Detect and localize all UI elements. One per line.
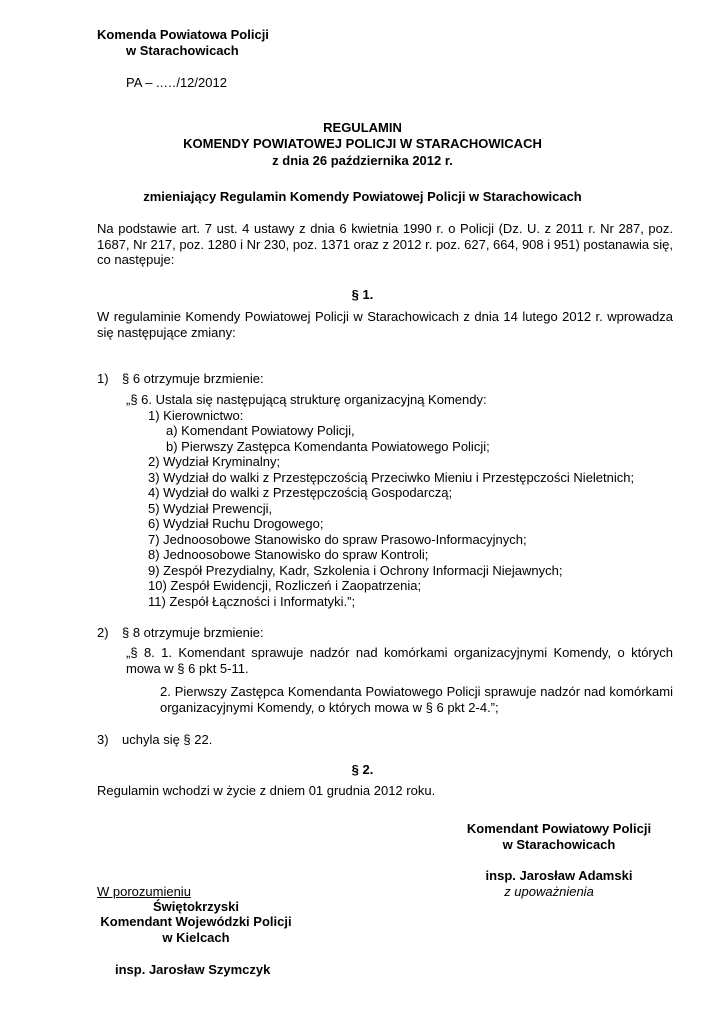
structure-item: 5) Wydział Prewencji,	[148, 500, 273, 516]
signatory-city: w Starachowicach	[502, 837, 616, 852]
structure-item: 3) Wydział do walki z Przestępczością Przeciwko Mieniu i Przestępczości Nieletnich;	[148, 469, 635, 485]
change-1-text: § 6 otrzymuje brzmienie:	[122, 371, 264, 386]
signatory-name: insp. Jarosław Adamski	[485, 868, 633, 883]
issuer-name: Komenda Powiatowa Policji	[97, 27, 269, 42]
structure-item: 7) Jednoosobowe Stanowisko do spraw Prasowo-Informacyjnych;	[148, 531, 527, 547]
change-2-number: 2)	[97, 625, 109, 640]
structure-item: 6) Wydział Ruchu Drogowego;	[148, 516, 324, 531]
signatory-title: Komendant Powiatowy Policji	[466, 821, 652, 836]
preamble-paragraph: Na podstawie art. 7 ust. 4 ustawy z dnia 6 kwietnia 1990 r. o Policji (Dz. U. z 2011 r. Nr 287, poz. 1687, Nr 217, poz. 1280 i Nr 230, poz. 1371 oraz z 2012 r. poz. 627, 664, 908 i 951) postanawia się, co następuje:	[97, 221, 673, 267]
paragraph-8-clause-2: 2. Pierwszy Zastępca Komendanta Powiatowego Policji sprawuje nadzór nad komórkami organizacyjnymi Komendy, o których mowa w § 6 pkt 2-4.”;	[160, 684, 673, 715]
agreement-label: W porozumieniu	[97, 884, 191, 899]
structure-item: 4) Wydział do walki z Przestępczością Gospodarczą;	[148, 485, 453, 500]
change-1-number: 1)	[97, 371, 109, 386]
change-3-number: 3)	[97, 732, 109, 747]
change-2-text: § 8 otrzymuje brzmienie:	[122, 625, 264, 640]
approver-name: insp. Jarosław Szymczyk	[115, 962, 271, 977]
document-issuer-heading: KOMENDY POWIATOWEJ POLICJI W STARACHOWICACH	[183, 136, 542, 151]
structure-item: 9) Zespół Prezydialny, Kadr, Szkolenia i Ochrony Informacji Niejawnych;	[148, 562, 563, 578]
issuer-city: w Starachowicach	[126, 43, 239, 58]
structure-item: 8) Jednoosobowe Stanowisko do spraw Kontroli;	[148, 547, 429, 562]
change-3-text: uchyla się § 22.	[122, 732, 213, 747]
structure-item: 10) Zespół Ewidencji, Rozliczeń i Zaopatrzenia;	[148, 578, 422, 593]
structure-item: 11) Zespół Łączności i Informatyki.”;	[148, 593, 356, 609]
paragraph-8-clause-1: „§ 8. 1. Komendant sprawuje nadzór nad komórkami organizacyjnymi Komendy, o których mowa w § 6 pkt 5-11.	[126, 645, 673, 676]
approver-region: Świętokrzyski	[153, 899, 239, 914]
document-date-heading: z dnia 26 października 2012 r.	[272, 153, 453, 168]
approver-city: w Kielcach	[162, 930, 230, 945]
structure-subitem: a) Komendant Powiatowy Policji,	[166, 423, 355, 438]
section-1-intro: W regulaminie Komendy Powiatowej Policji w Starachowicach z dnia 14 lutego 2012 r. wprowadza się następujące zmiany:	[97, 309, 673, 340]
section-2-text: Regulamin wchodzi w życie z dniem 01 grudnia 2012 roku.	[97, 783, 436, 798]
structure-item: 1) Kierownictwo:	[148, 407, 244, 423]
structure-item: 2) Wydział Kryminalny;	[148, 454, 281, 469]
paragraph-6-intro: „§ 6. Ustala się następującą strukturę organizacyjną Komendy:	[126, 392, 487, 407]
section-2-heading: § 2.	[351, 762, 374, 777]
section-1-heading: § 1.	[351, 287, 374, 302]
reference-number: PA – ..…/12/2012	[126, 75, 227, 90]
approver-title: Komendant Wojewódzki Policji	[100, 914, 292, 929]
structure-subitem: b) Pierwszy Zastępca Komendanta Powiatowego Policji;	[166, 438, 490, 454]
authorization-note: z upoważnienia	[504, 884, 594, 899]
document-type-heading: REGULAMIN	[323, 120, 402, 135]
document-subtitle: zmieniający Regulamin Komendy Powiatowej Policji w Starachowicach	[143, 189, 582, 204]
